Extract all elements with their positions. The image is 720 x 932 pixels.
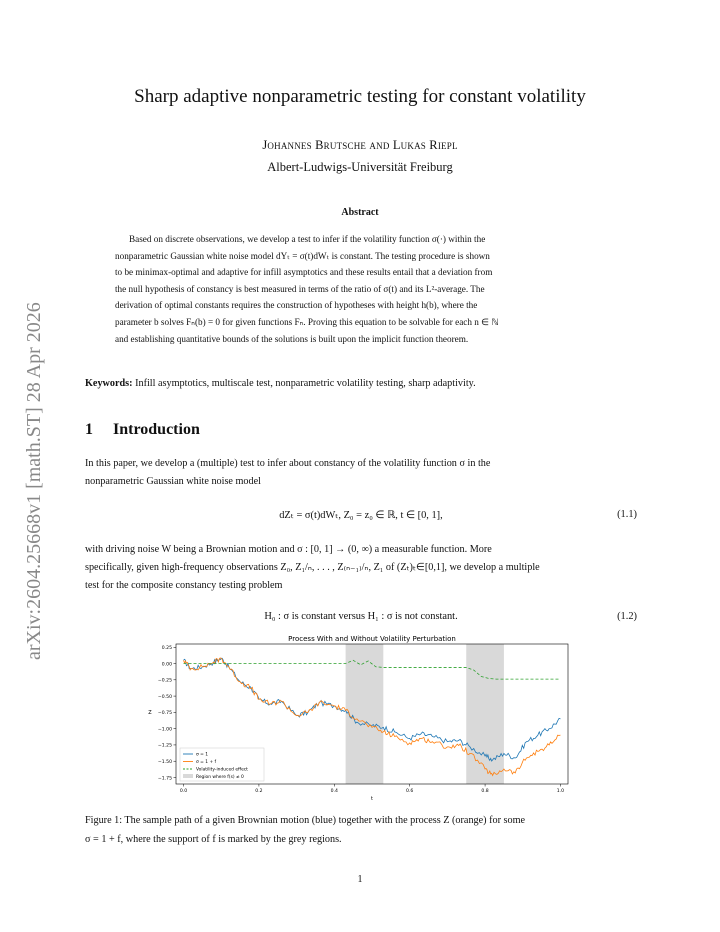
caption-line: σ = 1 + f, where the support of f is marked by the grey regions. [85, 834, 342, 845]
abstract-line: parameter b solves Fₙ(b) = 0 for given functions Fₙ. Proving this equation to be solvable for each n ∈ ℕ [115, 316, 499, 327]
y-tick-label: −1.00 [157, 727, 172, 733]
y-tick-label: −0.50 [157, 694, 172, 700]
x-tick-label: 1.0 [556, 789, 565, 794]
paragraph-2 [85, 541, 637, 596]
y-axis-label: Z [148, 710, 152, 716]
abstract-line: to be minimax-optimal and adaptive for infill asymptotics and these results entail that a deviation from [115, 267, 493, 278]
y-tick-label: −0.25 [157, 678, 172, 684]
legend-label: Volatility-induced effect [196, 767, 248, 773]
abstract-line: and establishing quantitative bounds of the solutions is built upon the implicit function theorem. [115, 333, 469, 344]
equation-1-2 [85, 611, 637, 629]
x-tick-label: 0.2 [255, 789, 263, 794]
y-tick-label: −1.25 [157, 743, 172, 749]
abstract-line: nonparametric Gaussian white noise model dYₜ = σ(t)dWₜ is constant. The testing procedure is shown [115, 250, 490, 261]
shaded-region [466, 644, 504, 784]
para2-line: specifically, given high-frequency observations Z₀, Z₁/ₙ, . . . , Z₍ₙ₋₁₎/ₙ, Z₁ of (Zₜ)ₜ∈[0,1], we develop a multiple [85, 562, 540, 574]
para2-line: with driving noise W being a Brownian motion and σ : [0, 1] → (0, ∞) a measurable function. More [85, 544, 492, 555]
legend-swatch [183, 774, 193, 778]
x-tick-label: 0.4 [330, 789, 338, 794]
intro-paragraph [85, 455, 637, 491]
section-number: 1 [85, 421, 93, 438]
paper-title: Sharp adaptive nonparametric testing for constant volatility [134, 86, 586, 107]
abstract-line: derivation of optimal constants requires the construction of hypotheses with height h(b), where the [115, 300, 478, 311]
figure-1 [140, 634, 580, 804]
page-number: 1 [357, 874, 363, 885]
arxiv-stamp [10, 240, 50, 660]
equation-1-2-tag: (1.2) [617, 611, 637, 622]
intro-line: In this paper, we develop a (multiple) test to infer about constancy of the volatility function σ in the [85, 458, 491, 469]
abstract-body [115, 231, 605, 347]
equation-1-1 [85, 509, 637, 527]
chart-title: Process With and Without Volatility Perturbation [288, 635, 456, 643]
section-title: Introduction [113, 421, 200, 438]
arxiv-stamp-text: arXiv:2604.25668v1 [math.ST] 28 Apr 2026 [23, 302, 45, 660]
shaded-region [346, 644, 384, 784]
y-tick-label: 0.25 [161, 646, 172, 652]
abstract-heading: Abstract [341, 207, 379, 218]
abstract-line: Based on discrete observations, we develop a test to infer if the volatility function σ(·) within the [129, 234, 486, 244]
equation-1-1-body: dZₜ = σ(t)dWₜ, Z₀ = z₀ ∈ ℝ, t ∈ [0, 1], [279, 510, 443, 521]
para2-line: test for the composite constancy testing problem [85, 580, 283, 592]
keywords-label: Keywords: [85, 378, 133, 389]
figure-caption [85, 811, 637, 849]
x-tick-label: 0.6 [406, 789, 414, 794]
equation-1-2-body: H₀ : σ is constant versus H₁ : σ is not constant. [264, 611, 458, 622]
y-tick-label: −1.75 [157, 776, 172, 782]
abstract-line: the null hypothesis of constancy is best measured in terms of the ratio of σ(t) and its L²-average. The [115, 283, 485, 294]
y-tick-label: −1.50 [157, 760, 172, 766]
keywords [85, 378, 645, 389]
keywords-text: Infill asymptotics, multiscale test, nonparametric volatility testing, sharp adaptivity. [135, 378, 476, 389]
y-tick-label: 0.00 [161, 662, 172, 668]
legend-label: σ = 1 [196, 752, 209, 758]
legend-label: σ = 1 + f [196, 760, 217, 766]
legend-label: Region where f(s) ≠ 0 [196, 775, 244, 781]
equation-1-1-tag: (1.1) [617, 509, 637, 520]
x-axis-label: t [371, 796, 373, 802]
x-tick-label: 0.0 [179, 789, 188, 794]
section-heading [85, 421, 200, 439]
affiliation: Albert-Ludwigs-Universität Freiburg [267, 160, 453, 174]
x-tick-label: 0.8 [481, 789, 489, 794]
authors: Johannes Brutsche and Lukas Riepl [262, 138, 458, 152]
chart [140, 634, 580, 804]
caption-line: Figure 1: The sample path of a given Brownian motion (blue) together with the process Z (orange) for some [85, 815, 526, 826]
y-tick-label: −0.75 [157, 711, 172, 717]
intro-line: nonparametric Gaussian white noise model [85, 476, 261, 488]
